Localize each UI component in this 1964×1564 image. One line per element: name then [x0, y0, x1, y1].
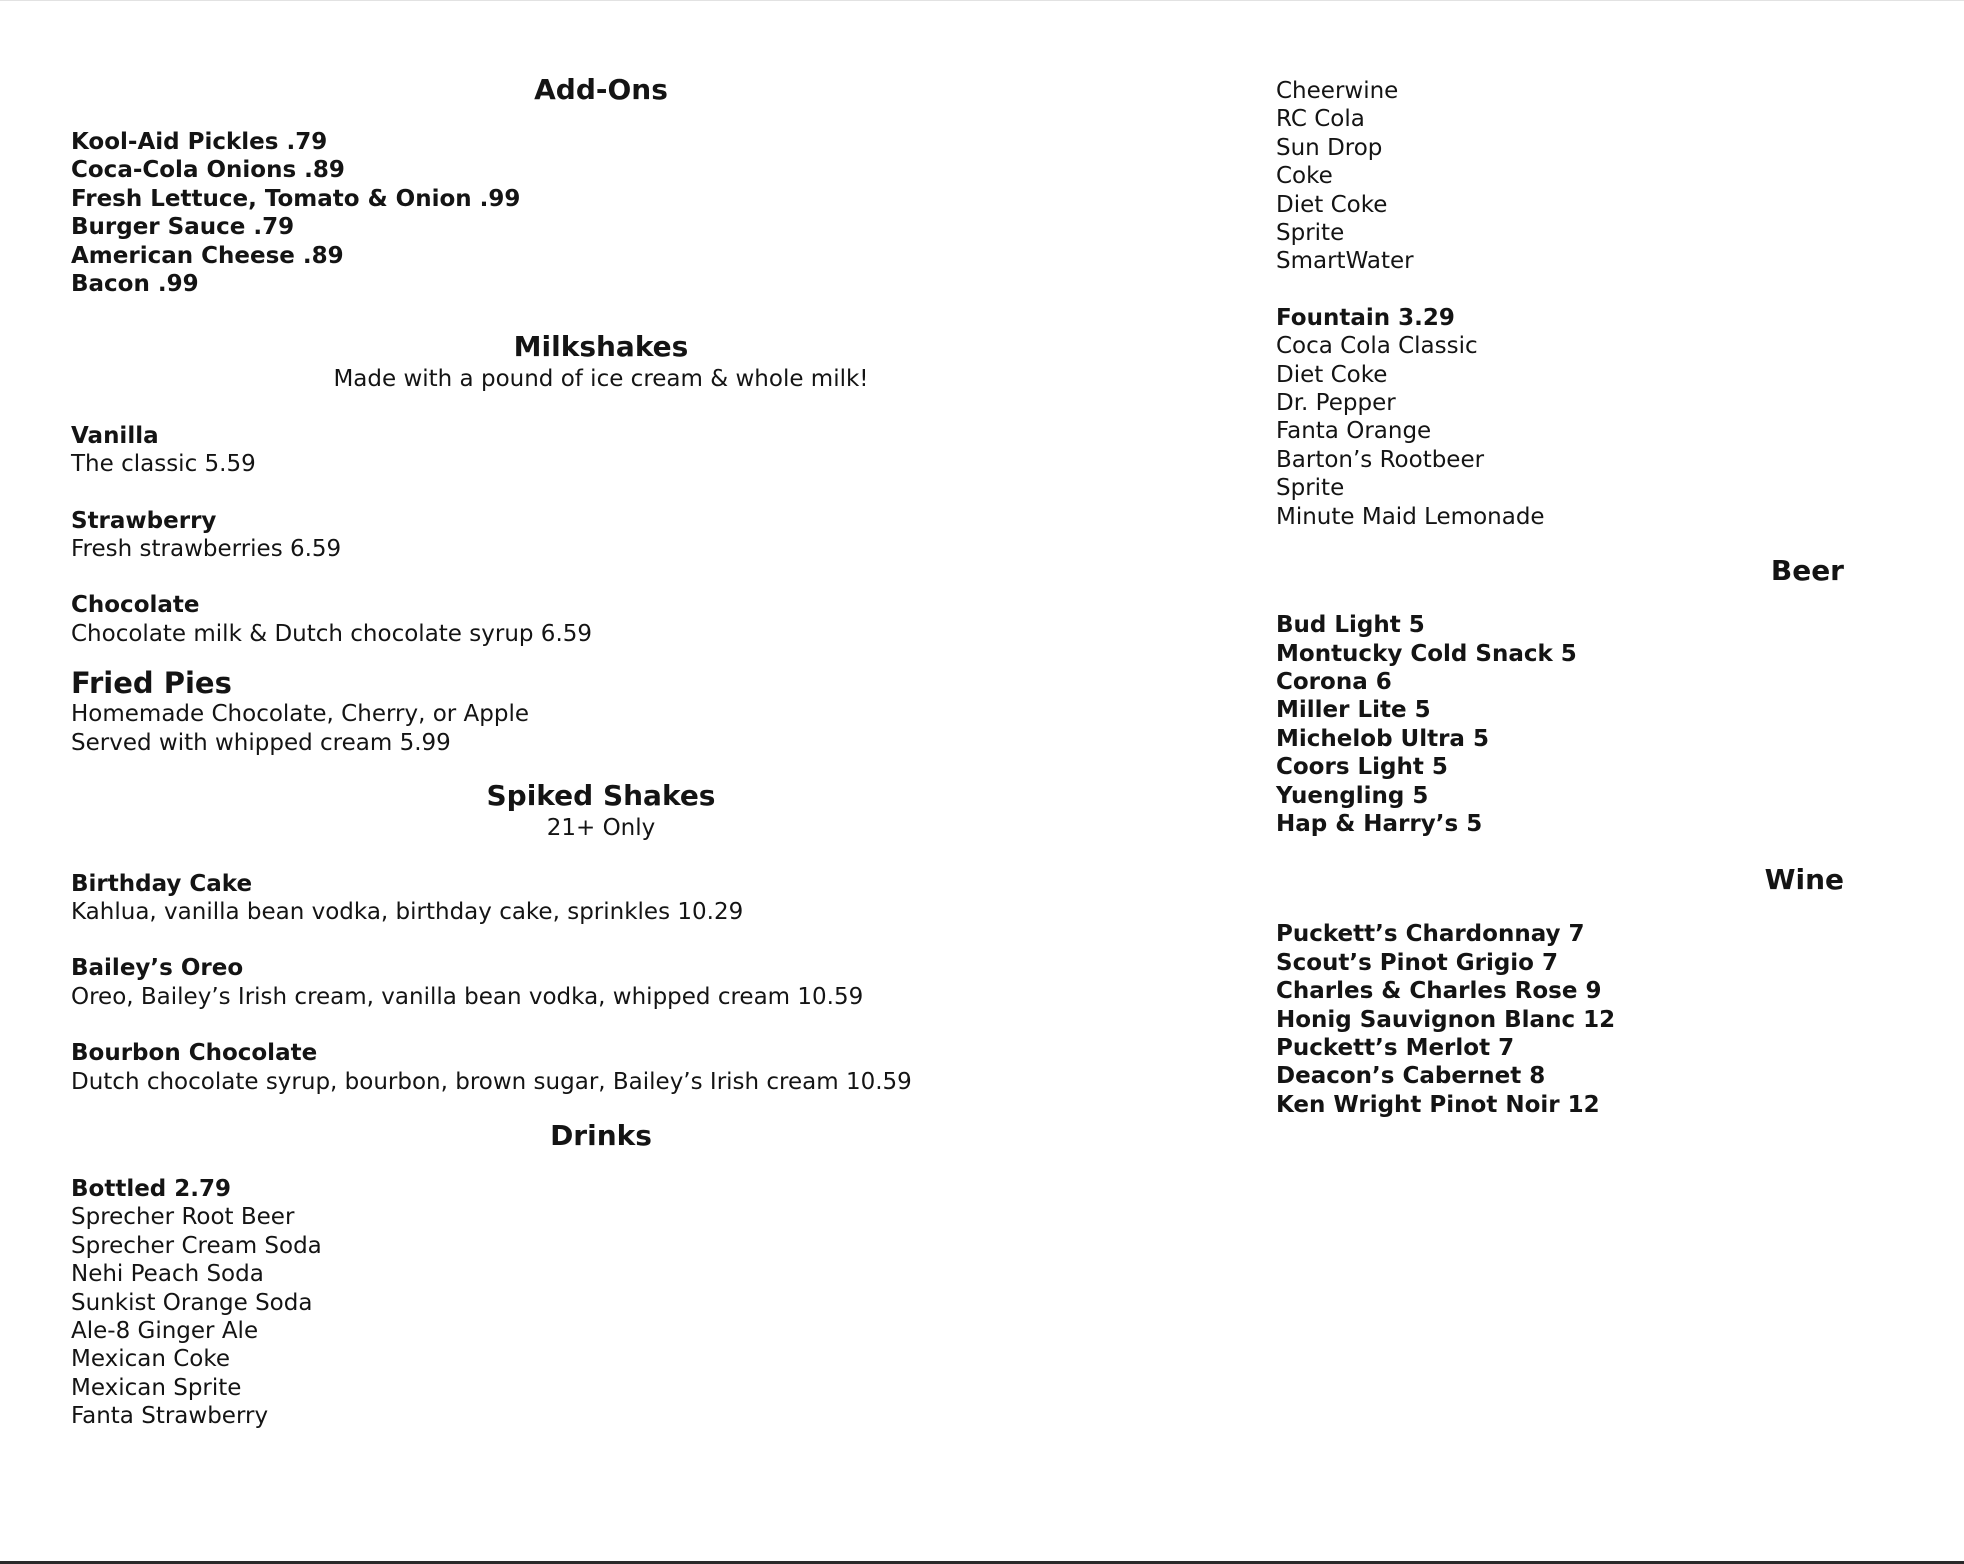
- bottled-item: RC Cola: [1276, 106, 1365, 133]
- addon-item: Coca-Cola Onions .89: [71, 157, 345, 184]
- beer-item: Bud Light 5: [1276, 612, 1425, 639]
- spiked-shakes-section: [71, 778, 1131, 1096]
- milkshake-description: Chocolate milk & Dutch chocolate syrup 6.59: [71, 620, 593, 647]
- milkshakes-section: [71, 329, 1131, 648]
- bottled-item: Sun Drop: [1276, 134, 1383, 161]
- beer-item: Michelob Ultra 5: [1276, 725, 1489, 752]
- addon-item: American Cheese .89: [71, 242, 344, 269]
- wine-title: Wine: [1764, 863, 1844, 897]
- wine-item: Honig Sauvignon Blanc 12: [1276, 1006, 1616, 1033]
- beer-item: Coors Light 5: [1276, 754, 1448, 781]
- bottled-item: SmartWater: [1276, 248, 1414, 275]
- spiked-shake-name: Bailey’s Oreo: [71, 955, 244, 982]
- beer-item: Yuengling 5: [1276, 782, 1429, 809]
- addon-item: Kool-Aid Pickles .79: [71, 129, 328, 155]
- spiked-shake-description: Oreo, Bailey’s Irish cream, vanilla bean vodka, whipped cream 10.59: [71, 983, 864, 1010]
- bottled-item: Sprite: [1276, 220, 1345, 247]
- milkshake-name: Vanilla: [71, 422, 159, 449]
- fountain-item: Minute Maid Lemonade: [1276, 503, 1545, 530]
- fried-pies-line: Homemade Chocolate, Cherry, or Apple: [71, 701, 530, 728]
- bottled-item: Cheerwine: [1276, 78, 1399, 104]
- milkshake-description: The classic 5.59: [71, 451, 256, 478]
- spiked-shake-description: Kahlua, vanilla bean vodka, birthday cake, sprinkles 10.29: [71, 898, 744, 925]
- beer-section: [1276, 553, 1876, 838]
- spiked-shake-item: [71, 870, 1131, 927]
- beer-item: Montucky Cold Snack 5: [1276, 640, 1577, 667]
- beer-list: [1276, 611, 1876, 838]
- bottled-item: Fanta Strawberry: [71, 1403, 269, 1430]
- fountain-list: [1276, 332, 1876, 531]
- wine-item: Puckett’s Merlot 7: [1276, 1034, 1515, 1061]
- spiked-shake-name: Birthday Cake: [71, 870, 253, 897]
- bottled-item: Mexican Sprite: [71, 1374, 242, 1401]
- spiked-shakes-subtitle: 21+ Only: [546, 815, 656, 842]
- wine-list: [1276, 920, 1876, 1119]
- fountain-item: Dr. Pepper: [1276, 390, 1396, 417]
- bottled-item: Sprecher Cream Soda: [71, 1232, 322, 1259]
- spiked-shake-name: Bourbon Chocolate: [71, 1040, 318, 1067]
- addons-section: [71, 72, 1131, 298]
- milkshake-name: Strawberry: [71, 507, 217, 534]
- spiked-shake-item: [71, 1039, 1131, 1096]
- wine-item: Deacon’s Cabernet 8: [1276, 1063, 1546, 1090]
- milkshake-item: [71, 507, 1131, 564]
- fountain-item: Sprite: [1276, 475, 1345, 502]
- drinks-section: [71, 1118, 1131, 1431]
- fountain-item: Coca Cola Classic: [1276, 333, 1478, 360]
- wine-item: Ken Wright Pinot Noir 12: [1276, 1091, 1600, 1118]
- addons-list: [71, 128, 1131, 298]
- bottled-item: Nehi Peach Soda: [71, 1261, 264, 1288]
- bottled-item: Diet Coke: [1276, 191, 1388, 218]
- fountain-section: [1276, 304, 1876, 531]
- addon-item: Burger Sauce .79: [71, 214, 295, 241]
- addons-title: Add-Ons: [534, 73, 668, 106]
- milkshake-item: [71, 591, 1131, 648]
- beer-title: Beer: [1770, 554, 1844, 588]
- wine-section: [1276, 862, 1876, 1119]
- wine-item: Charles & Charles Rose 9: [1276, 978, 1602, 1005]
- fountain-item: Fanta Orange: [1276, 418, 1432, 445]
- milkshake-description: Fresh strawberries 6.59: [71, 536, 342, 563]
- milkshakes-subtitle: Made with a pound of ice cream & whole milk!: [333, 366, 869, 393]
- top-divider: [0, 0, 1964, 1]
- bottled-list: [71, 1203, 1131, 1430]
- spiked-shake-item: [71, 954, 1131, 1011]
- bottled-item: Ale-8 Ginger Ale: [71, 1317, 259, 1344]
- menu-left-column: [71, 72, 1131, 1431]
- spiked-shake-description: Dutch chocolate syrup, bourbon, brown sugar, Bailey’s Irish cream 10.59: [71, 1068, 912, 1095]
- bottled-heading: Bottled 2.79: [71, 1175, 232, 1202]
- bottled-item: Coke: [1276, 163, 1333, 190]
- fountain-item: Barton’s Rootbeer: [1276, 446, 1485, 473]
- bottled-item: Sunkist Orange Soda: [71, 1289, 313, 1316]
- milkshakes-title: Milkshakes: [513, 330, 689, 364]
- beer-item: Hap & Harry’s 5: [1276, 810, 1483, 837]
- bottled-item: Mexican Coke: [71, 1346, 231, 1373]
- milkshake-name: Chocolate: [71, 592, 200, 619]
- addon-item: Bacon .99: [71, 271, 199, 298]
- wine-item: Puckett’s Chardonnay 7: [1276, 921, 1585, 948]
- fried-pies-line: Served with whipped cream 5.99: [71, 729, 451, 756]
- milkshake-item: [71, 422, 1131, 479]
- fried-pies-section: [71, 666, 1131, 757]
- menu-right-column: [1276, 77, 1876, 1119]
- spiked-shakes-title: Spiked Shakes: [486, 779, 716, 813]
- bottled-list-continued: [1276, 77, 1876, 276]
- bottled-item: Sprecher Root Beer: [71, 1204, 295, 1231]
- beer-item: Corona 6: [1276, 668, 1392, 695]
- addon-item: Fresh Lettuce, Tomato & Onion .99: [71, 185, 521, 212]
- fried-pies-title: Fried Pies: [71, 666, 232, 701]
- beer-item: Miller Lite 5: [1276, 697, 1431, 724]
- fountain-heading: Fountain 3.29: [1276, 304, 1455, 331]
- drinks-title: Drinks: [550, 1118, 652, 1152]
- fountain-item: Diet Coke: [1276, 361, 1388, 388]
- wine-item: Scout’s Pinot Grigio 7: [1276, 949, 1558, 976]
